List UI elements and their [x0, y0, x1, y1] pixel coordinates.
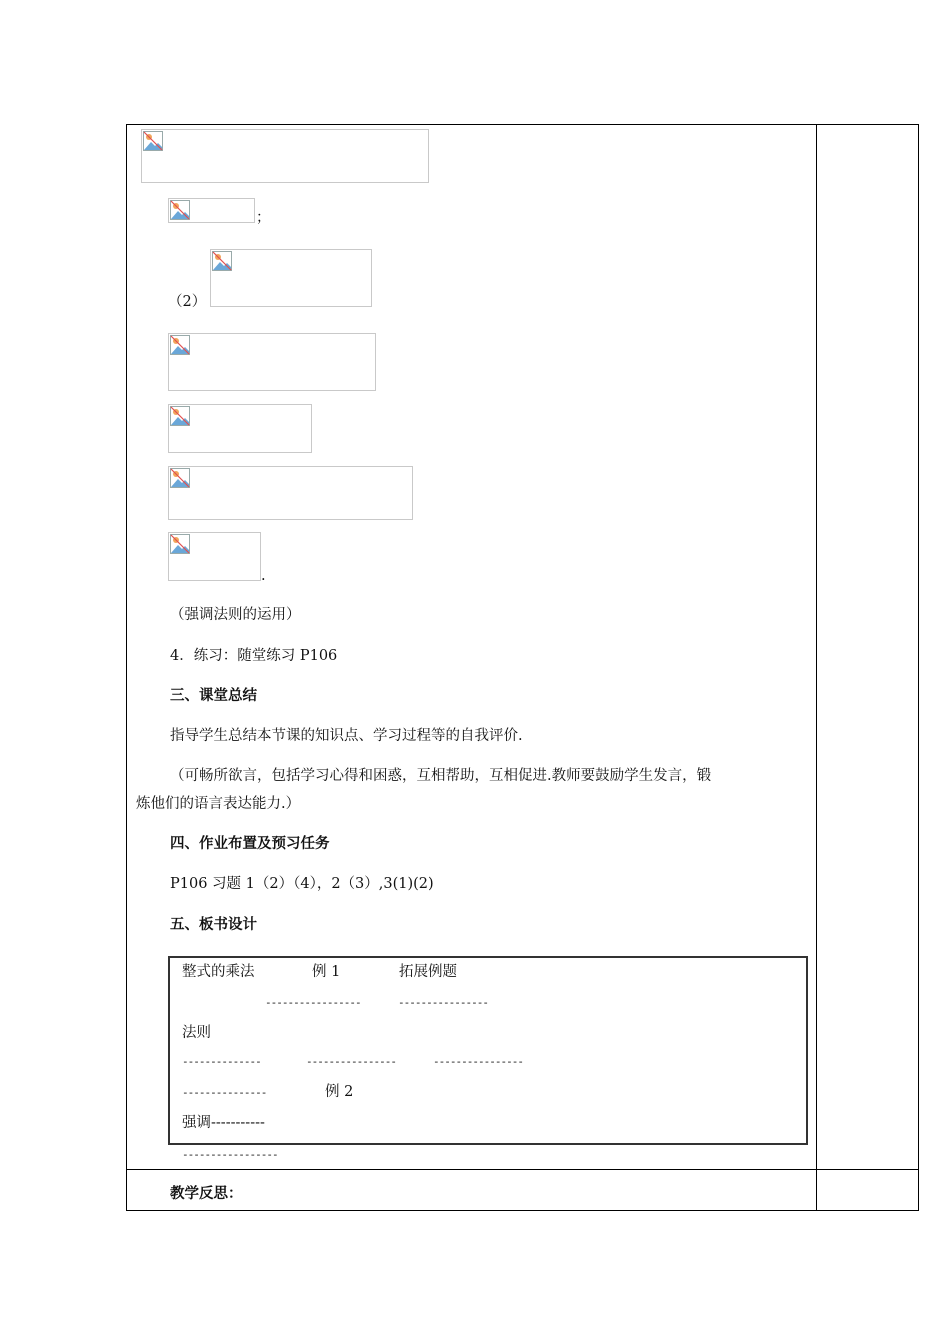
formula-image-6 [168, 466, 413, 520]
homework-line: P106 习题 1（2）（4），2（3）,3(1)(2) [170, 876, 434, 892]
broken-image-icon [170, 406, 190, 426]
formula-image-4 [168, 333, 376, 391]
teaching-reflection-label: 教学反思： [170, 1186, 243, 1202]
board-title: 整式的乘法 [182, 964, 255, 980]
board-extended-examples: 拓展例题 [399, 964, 457, 980]
section-3-paragraph-1: 指导学生总结本节课的知识点、学习过程等的自我评价. [170, 728, 523, 744]
broken-image-icon [170, 534, 190, 554]
board-dash-line: -------------- [182, 1055, 261, 1068]
formula-image-3 [210, 249, 372, 307]
board-example-2: 例 2 [325, 1084, 354, 1100]
broken-image-icon [170, 335, 190, 355]
formula-image-2 [168, 198, 255, 223]
semicolon-text: ； [256, 210, 271, 226]
board-dash-line: ---------------- [433, 1055, 523, 1068]
section-3-paragraph-2-line-1: （可畅所欲言，包括学习心得和困惑，互相帮助，互相促进.教师要鼓励学生发言，锻 [170, 768, 712, 784]
board-dash-line: ---------------- [398, 996, 488, 1009]
board-dash-line: --------------- [182, 1086, 267, 1099]
practice-line: 4．练习：随堂练习 P106 [170, 648, 338, 664]
broken-image-icon [143, 131, 163, 151]
section-3-heading: 三、课堂总结 [170, 688, 257, 704]
table-column-divider [816, 124, 817, 1211]
item-2-label: （2） [168, 294, 207, 310]
table-row-divider [126, 1169, 919, 1170]
broken-image-icon [170, 468, 190, 488]
board-rule: 法则 [182, 1025, 211, 1041]
section-3-paragraph-2-line-2: 炼他们的语言表达能力.） [136, 796, 301, 812]
formula-image-7 [168, 532, 261, 581]
section-5-heading: 五、板书设计 [170, 917, 257, 933]
broken-image-icon [212, 251, 232, 271]
board-emphasis: 强调----------- [182, 1115, 265, 1131]
period-text: . [261, 568, 266, 584]
board-example-1: 例 1 [312, 964, 341, 980]
broken-image-icon [170, 200, 190, 220]
board-dash-below: ----------------- [182, 1148, 278, 1161]
formula-image-5 [168, 404, 312, 453]
board-dash-line: ---------------- [306, 1055, 396, 1068]
board-dash-line: ----------------- [265, 996, 361, 1009]
formula-image-1 [141, 129, 429, 183]
section-4-heading: 四、作业布置及预习任务 [170, 836, 330, 852]
emphasis-note: （强调法则的运用） [170, 607, 301, 623]
